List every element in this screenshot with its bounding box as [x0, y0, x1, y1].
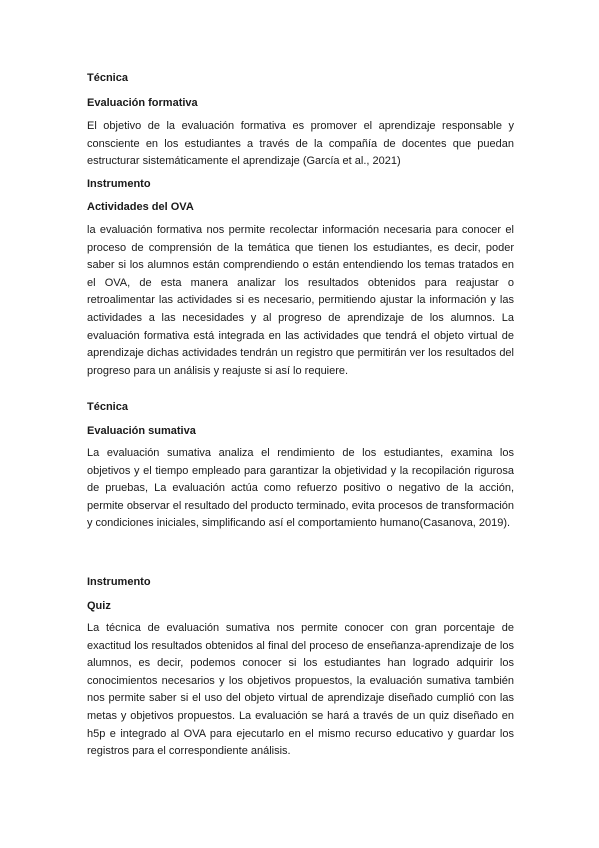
section2-instrumento-name: Quiz — [87, 600, 111, 612]
section1-instrumento-name: Actividades del OVA — [87, 201, 194, 213]
section1-tecnica-name-block — [87, 96, 514, 110]
section2-instrumento-label-block — [87, 575, 514, 589]
section1-tecnica-text-block — [87, 118, 514, 171]
section2-tecnica-text: La evaluación sumativa analiza el rendimiento de los estudiantes, examina los objetivos y el tiempo empleado para garantizar la objetividad y la recopilación rigurosa de pruebas, La evaluación actúa como refuerzo positivo o negativo de la acción, permite observar el resultado del producto terminado, evita procesos de transformación y condiciones iniciales, simplificando así el comportamiento humano(Casanova, 2019). — [87, 447, 514, 530]
section2-instrumento-text-block — [87, 620, 514, 761]
section1-tecnica-text: El objetivo de la evaluación formativa es promover el aprendizaje responsable y consciente en los estudiantes a través de la compañía de docentes que puedan estructurar sistemáticamente el aprendizaje (García et al., 2021) — [87, 120, 514, 168]
section1-instrumento-text-block — [87, 222, 514, 380]
section2-tecnica-name: Evaluación sumativa — [87, 425, 196, 437]
section2-instrumento-name-block — [87, 599, 514, 613]
section1-instrumento-name-block — [87, 200, 514, 214]
section2-instrumento-label: Instrumento — [87, 576, 151, 588]
section2-tecnica-name-block — [87, 424, 514, 438]
section2-instrumento-text: La técnica de evaluación sumativa nos permite conocer con gran porcentaje de exactitud los resultados obtenidos al final del proceso de enseñanza-aprendizaje de los alumnos, es decir, podemos conocer si los estudiantes han logrado adquirir los conocimientos necesarios y los objetivos propuestos, la evaluación sumativa también nos permite saber si el uso del objeto virtual de aprendizaje diseñado cumplió con las metas y objetivos propuestos. La evaluación se hará a través de un quiz diseñado en h5p e integrado al OVA para ejecutarlo en el mismo recurso educativo y guardar los registros para el correspondiente análisis. — [87, 622, 514, 758]
section1-instrumento-text: la evaluación formativa nos permite recolectar información necesaria para conocer el proceso de comprensión de la temática que tienen los estudiantes, es decir, poder saber si los alumnos están comprendiendo o están entendiendo los temas tratados en el OVA, de esta manera analizar los resultados obtenidos para reajustar o retroalimentar las actividades si es necesario, permitiendo ajustar la información y las actividades a las necesidades y al progreso de aprendizaje de los alumnos. La evaluación formativa está integrada en las actividades que tendrá el objeto virtual de aprendizaje dichas actividades tendrán un registro que permitirán ver los resultados del progreso para un análisis y reajuste si así lo requiere. — [87, 224, 514, 377]
section1-instrumento-label-block — [87, 177, 514, 191]
section2-tecnica-label: Técnica — [87, 401, 128, 413]
section1-instrumento-label: Instrumento — [87, 178, 151, 190]
section2-tecnica-label-block — [87, 400, 514, 414]
section1-tecnica-label-block — [87, 71, 514, 85]
section2-tecnica-text-block — [87, 445, 514, 533]
section1-tecnica-label: Técnica — [87, 72, 128, 84]
section1-tecnica-name: Evaluación formativa — [87, 97, 198, 109]
